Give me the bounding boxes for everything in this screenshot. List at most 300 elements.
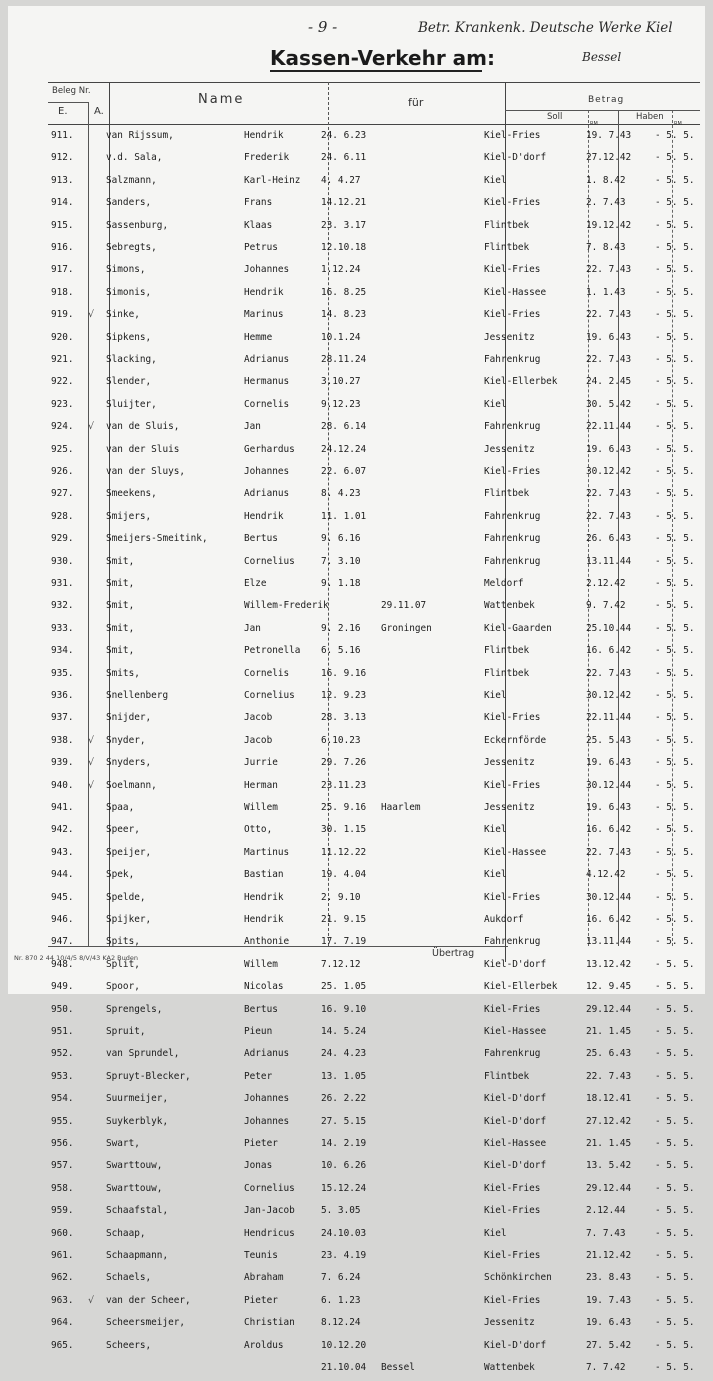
row-soll-amount: 19. 6.43 bbox=[586, 443, 632, 455]
row-entry-number: 954. bbox=[51, 1093, 74, 1105]
row-first-name: Frederik bbox=[244, 152, 290, 164]
ledger-row bbox=[8, 508, 705, 530]
row-place-of-birth: Bessel bbox=[381, 1362, 415, 1373]
row-first-name: Hendrik bbox=[244, 286, 284, 298]
row-first-name: Hemme bbox=[244, 331, 273, 343]
row-location: Meldorf bbox=[484, 578, 524, 589]
row-haben-amount: - 5. 5. bbox=[655, 331, 695, 343]
row-haben-amount: - 5. 5. bbox=[655, 1048, 695, 1060]
row-location: Jessenitz bbox=[484, 443, 535, 455]
ledger-row bbox=[8, 441, 705, 463]
row-haben-amount: - 5. 5. bbox=[655, 264, 695, 276]
ledger-row bbox=[8, 172, 705, 194]
row-haben-amount: - 5. 5. bbox=[655, 1339, 695, 1351]
row-place-of-birth: Haarlem bbox=[381, 802, 421, 813]
row-soll-amount: 24. 2.45 bbox=[586, 376, 632, 388]
ledger-row bbox=[8, 1157, 705, 1179]
row-first-name: Hermanus bbox=[244, 376, 290, 388]
row-location: Kiel-Hassee bbox=[484, 1138, 547, 1149]
row-soll-amount: 2. 7.43 bbox=[586, 197, 626, 209]
row-location: Flintbek bbox=[484, 667, 530, 679]
row-birth-date: 24.12.24 bbox=[321, 443, 367, 455]
row-soll-amount: 16. 6.42 bbox=[586, 645, 632, 657]
row-birth-date: 28.11.24 bbox=[321, 354, 367, 365]
row-soll-amount: 30.12.42 bbox=[586, 466, 632, 477]
row-first-name: Cornelis bbox=[244, 667, 290, 679]
row-first-name: Johannes bbox=[244, 264, 290, 276]
row-entry-number: 960. bbox=[51, 1227, 74, 1239]
row-haben-amount: - 5. 5. bbox=[655, 1093, 695, 1105]
row-entry-number: 933. bbox=[51, 622, 74, 634]
row-soll-amount: 25.10.44 bbox=[586, 622, 632, 634]
row-last-name: Sassenburg, bbox=[106, 219, 169, 231]
beleg-rule bbox=[48, 102, 88, 103]
row-check-mark: √ bbox=[88, 1294, 94, 1306]
ledger-row bbox=[8, 1337, 705, 1359]
row-soll-amount: 19.12.42 bbox=[586, 219, 632, 231]
row-haben-amount: - 5. 5. bbox=[655, 1294, 695, 1306]
row-entry-number: 931. bbox=[51, 578, 74, 589]
col-rm-2: RM bbox=[674, 121, 682, 127]
row-soll-amount: 29.12.44 bbox=[586, 1003, 632, 1015]
row-soll-amount: 13.11.44 bbox=[586, 555, 632, 567]
row-last-name: Sinke, bbox=[106, 309, 140, 321]
row-location: Fahrenkrug bbox=[484, 936, 541, 948]
row-first-name: Gerhardus bbox=[244, 443, 295, 455]
col-soll: Soll bbox=[547, 112, 563, 122]
row-entry-number: 950. bbox=[51, 1003, 74, 1015]
row-last-name: Schaap, bbox=[106, 1227, 146, 1239]
row-location: Kiel-Hassee bbox=[484, 846, 547, 858]
row-first-name: Abraham bbox=[244, 1272, 284, 1284]
row-last-name: van der Sluys, bbox=[106, 466, 186, 477]
row-last-name: Sanders, bbox=[106, 197, 152, 209]
row-birth-date: 16. 9.10 bbox=[321, 1003, 367, 1015]
row-haben-amount: - 5. 5. bbox=[655, 1070, 695, 1082]
row-last-name: Smit, bbox=[106, 645, 135, 657]
row-entry-number: 918. bbox=[51, 286, 74, 298]
row-entry-number: 916. bbox=[51, 242, 74, 253]
row-entry-number: 962. bbox=[51, 1272, 74, 1284]
row-entry-number: 928. bbox=[51, 510, 74, 522]
row-location: Kiel bbox=[484, 1227, 507, 1239]
row-entry-number: 938. bbox=[51, 734, 74, 746]
row-birth-date: 11. 1.01 bbox=[321, 510, 367, 522]
row-entry-number: 940. bbox=[51, 779, 74, 791]
row-first-name: Johannes bbox=[244, 1093, 290, 1105]
ledger-row bbox=[8, 642, 705, 664]
row-check-mark: √ bbox=[88, 779, 94, 791]
row-last-name: Spruyt-Blecker, bbox=[106, 1070, 191, 1082]
row-first-name: Willem bbox=[244, 958, 278, 970]
row-last-name: Scheersmeijer, bbox=[106, 1317, 186, 1329]
row-last-name: Snyder, bbox=[106, 734, 146, 746]
row-birth-date: 9. 2.16 bbox=[321, 622, 361, 634]
row-haben-amount: - 5. 5. bbox=[655, 1138, 695, 1149]
row-first-name: Peter bbox=[244, 1070, 273, 1082]
row-entry-number: 932. bbox=[51, 600, 74, 612]
row-haben-amount: - 5. 5. bbox=[655, 802, 695, 813]
row-birth-date: 12. 9.23 bbox=[321, 690, 367, 701]
row-first-name: Johannes bbox=[244, 466, 290, 477]
row-entry-number: 914. bbox=[51, 197, 74, 209]
row-location: Kiel-Fries bbox=[484, 1182, 541, 1194]
row-soll-amount: 21. 1.45 bbox=[586, 1138, 632, 1149]
row-location: Kiel-Fries bbox=[484, 264, 541, 276]
row-last-name: Schaafstal, bbox=[106, 1205, 169, 1217]
row-birth-date: 7.12.12 bbox=[321, 958, 361, 970]
row-soll-amount: 30.12.44 bbox=[586, 891, 632, 903]
row-first-name: Cornelis bbox=[244, 398, 290, 410]
row-location: Kiel-Ellerbek bbox=[484, 376, 558, 388]
row-location: Fahrenkrug bbox=[484, 1048, 541, 1060]
ledger-row bbox=[8, 127, 705, 149]
row-birth-date: 21.10.04 bbox=[321, 1362, 367, 1373]
row-last-name: Spruit, bbox=[106, 1026, 146, 1037]
row-location: Aukdorf bbox=[484, 914, 524, 925]
row-haben-amount: - 5. 5. bbox=[655, 443, 695, 455]
row-entry-number: 964. bbox=[51, 1317, 74, 1329]
row-location: Jessenitz bbox=[484, 1317, 535, 1329]
row-haben-amount: - 5. 5. bbox=[655, 354, 695, 365]
ledger-row bbox=[8, 1314, 705, 1336]
row-last-name: Smeekens, bbox=[106, 488, 157, 500]
row-last-name: Spits, bbox=[106, 936, 140, 948]
row-first-name: Jan bbox=[244, 622, 261, 634]
row-entry-number: 923. bbox=[51, 398, 74, 410]
row-place-of-birth: 29.11.07 bbox=[381, 600, 427, 612]
row-haben-amount: - 5. 5. bbox=[655, 1362, 695, 1373]
row-entry-number: 955. bbox=[51, 1115, 74, 1127]
row-soll-amount: 2.12.44 bbox=[586, 1205, 626, 1217]
row-location: Flintbek bbox=[484, 645, 530, 657]
row-haben-amount: - 5. 5. bbox=[655, 1205, 695, 1217]
row-first-name: Hendrik bbox=[244, 510, 284, 522]
row-soll-amount: 22. 7.43 bbox=[586, 309, 632, 321]
row-entry-number: 912. bbox=[51, 152, 74, 164]
header-bottom-rule bbox=[48, 124, 700, 125]
row-haben-amount: - 5. 5. bbox=[655, 1317, 695, 1329]
row-soll-amount: 22. 7.43 bbox=[586, 1070, 632, 1082]
row-haben-amount: - 5. 5. bbox=[655, 779, 695, 791]
row-birth-date: 21. 9.15 bbox=[321, 914, 367, 925]
row-entry-number: 965. bbox=[51, 1339, 74, 1351]
row-birth-date: 14.12.21 bbox=[321, 197, 367, 209]
page-title: Kassen-Verkehr am: bbox=[270, 46, 495, 70]
row-soll-amount: 25. 6.43 bbox=[586, 1048, 632, 1060]
row-first-name: Christian bbox=[244, 1317, 295, 1329]
row-last-name: Suykerblyk, bbox=[106, 1115, 169, 1127]
row-haben-amount: - 5. 5. bbox=[655, 645, 695, 657]
row-last-name: Spelde, bbox=[106, 891, 146, 903]
row-haben-amount: - 5. 5. bbox=[655, 667, 695, 679]
title-underline bbox=[270, 70, 482, 72]
row-haben-amount: - 5. 5. bbox=[655, 846, 695, 858]
row-haben-amount: - 5. 5. bbox=[655, 578, 695, 589]
row-birth-date: 10.12.20 bbox=[321, 1339, 367, 1351]
row-haben-amount: - 5. 5. bbox=[655, 712, 695, 724]
row-entry-number: 935. bbox=[51, 667, 74, 679]
row-location: Flintbek bbox=[484, 488, 530, 500]
row-soll-amount: 19. 6.43 bbox=[586, 1317, 632, 1329]
row-last-name: Speijer, bbox=[106, 846, 152, 858]
row-soll-amount: 29.12.44 bbox=[586, 1182, 632, 1194]
ledger-row bbox=[8, 1225, 705, 1247]
ledger-row bbox=[8, 866, 705, 888]
row-last-name: Scheers, bbox=[106, 1339, 152, 1351]
ledger-row bbox=[8, 620, 705, 642]
row-location: Kiel-D'dorf bbox=[484, 152, 547, 164]
row-last-name: Snellenberg bbox=[106, 690, 169, 701]
row-haben-amount: - 5. 5. bbox=[655, 510, 695, 522]
row-location: Kiel-Hassee bbox=[484, 1026, 547, 1037]
row-soll-amount: 18.12.41 bbox=[586, 1093, 632, 1105]
row-location: Kiel-Fries bbox=[484, 309, 541, 321]
ledger-row bbox=[8, 978, 705, 1000]
row-location: Jessenitz bbox=[484, 331, 535, 343]
row-haben-amount: - 5. 5. bbox=[655, 936, 695, 948]
row-soll-amount: 23. 8.43 bbox=[586, 1272, 632, 1284]
row-first-name: Otto, bbox=[244, 824, 273, 836]
row-birth-date: 6.10.23 bbox=[321, 734, 361, 746]
row-first-name: Pieun bbox=[244, 1026, 273, 1037]
row-soll-amount: 13.12.42 bbox=[586, 958, 632, 970]
row-birth-date: 15.12.24 bbox=[321, 1182, 367, 1194]
row-birth-date: 28. 6.14 bbox=[321, 421, 367, 433]
row-last-name: Smit, bbox=[106, 578, 135, 589]
row-birth-date: 19. 4.04 bbox=[321, 869, 367, 881]
ledger-row bbox=[8, 329, 705, 351]
row-place-of-birth: Groningen bbox=[381, 622, 432, 634]
row-soll-amount: 30. 5.42 bbox=[586, 398, 632, 410]
row-first-name: Bastian bbox=[244, 869, 284, 881]
handwritten-note: Betr. Krankenk. Deutsche Werke Kiel bbox=[418, 20, 673, 36]
row-first-name: Willem-Frederik bbox=[244, 600, 329, 612]
row-last-name: van der Scheer, bbox=[106, 1294, 191, 1306]
ledger-row bbox=[8, 1359, 705, 1381]
row-location: Kiel-D'dorf bbox=[484, 958, 547, 970]
row-first-name: Marinus bbox=[244, 309, 284, 321]
row-soll-amount: 30.12.42 bbox=[586, 690, 632, 701]
row-first-name: Hendrik bbox=[244, 891, 284, 903]
row-last-name: Soelmann, bbox=[106, 779, 157, 791]
row-soll-amount: 25. 5.43 bbox=[586, 734, 632, 746]
row-entry-number: 917. bbox=[51, 264, 74, 276]
row-entry-number: 961. bbox=[51, 1250, 74, 1261]
row-haben-amount: - 5. 5. bbox=[655, 600, 695, 612]
row-birth-date: 9. 1.18 bbox=[321, 578, 361, 589]
row-location: Kiel-Hassee bbox=[484, 286, 547, 298]
ledger-row bbox=[8, 1001, 705, 1023]
print-imprint: Nr. 870 2 44 10/4/5 8/V/43 KA2 Buden bbox=[14, 954, 138, 962]
row-haben-amount: - 5. 5. bbox=[655, 1115, 695, 1127]
row-haben-amount: - 5. 5. bbox=[655, 1227, 695, 1239]
row-birth-date: 10.1.24 bbox=[321, 331, 361, 343]
row-first-name: Jurrie bbox=[244, 757, 278, 769]
row-entry-number: 946. bbox=[51, 914, 74, 925]
row-entry-number: 921. bbox=[51, 354, 74, 365]
row-birth-date: 23. 3.17 bbox=[321, 219, 367, 231]
row-birth-date: 23. 4.19 bbox=[321, 1250, 367, 1261]
row-birth-date: 10. 6.26 bbox=[321, 1160, 367, 1172]
row-birth-date: 14. 8.23 bbox=[321, 309, 367, 321]
row-last-name: Spijker, bbox=[106, 914, 152, 925]
row-birth-date: 22. 6.07 bbox=[321, 466, 367, 477]
row-first-name: Jacob bbox=[244, 712, 273, 724]
row-haben-amount: - 5. 5. bbox=[655, 152, 695, 164]
row-first-name: Adrianus bbox=[244, 1048, 290, 1060]
row-check-mark: √ bbox=[88, 757, 94, 769]
row-first-name: Teunis bbox=[244, 1250, 278, 1261]
row-haben-amount: - 5. 5. bbox=[655, 309, 695, 321]
ledger-row bbox=[8, 373, 705, 395]
row-entry-number: 924. bbox=[51, 421, 74, 433]
row-birth-date: 25. 9.16 bbox=[321, 802, 367, 813]
ledger-row bbox=[8, 284, 705, 306]
row-birth-date: 6. 1.23 bbox=[321, 1294, 361, 1306]
row-birth-date: 24. 6.11 bbox=[321, 152, 367, 164]
row-haben-amount: - 5. 5. bbox=[655, 690, 695, 701]
row-location: Kiel bbox=[484, 174, 507, 186]
row-entry-number: 958. bbox=[51, 1182, 74, 1194]
row-soll-amount: 21. 1.45 bbox=[586, 1026, 632, 1037]
row-location: Kiel-D'dorf bbox=[484, 1160, 547, 1172]
ledger-row bbox=[8, 889, 705, 911]
row-haben-amount: - 5. 5. bbox=[655, 824, 695, 836]
row-last-name: Suurmeijer, bbox=[106, 1093, 169, 1105]
row-birth-date: 2. 9.10 bbox=[321, 891, 361, 903]
row-last-name: Split, bbox=[106, 958, 140, 970]
row-location: Kiel-D'dorf bbox=[484, 1115, 547, 1127]
ledger-row bbox=[8, 754, 705, 776]
row-soll-amount: 22. 7.43 bbox=[586, 510, 632, 522]
row-haben-amount: - 5. 5. bbox=[655, 174, 695, 186]
row-soll-amount: 12. 9.45 bbox=[586, 981, 632, 993]
row-birth-date: 11.12.22 bbox=[321, 846, 367, 858]
ledger-row bbox=[8, 844, 705, 866]
row-haben-amount: - 5. 5. bbox=[655, 914, 695, 925]
row-location: Kiel bbox=[484, 690, 507, 701]
row-entry-number: 953. bbox=[51, 1070, 74, 1082]
row-entry-number: 945. bbox=[51, 891, 74, 903]
row-last-name: Simons, bbox=[106, 264, 146, 276]
row-location: Kiel-Fries bbox=[484, 779, 541, 791]
row-haben-amount: - 5. 5. bbox=[655, 488, 695, 500]
row-entry-number: 947. bbox=[51, 936, 74, 948]
ledger-row bbox=[8, 911, 705, 933]
row-haben-amount: - 5. 5. bbox=[655, 1003, 695, 1015]
row-entry-number: 913. bbox=[51, 174, 74, 186]
ledger-row bbox=[8, 1292, 705, 1314]
row-soll-amount: 16. 6.42 bbox=[586, 914, 632, 925]
page-number: - 9 - bbox=[308, 18, 338, 36]
row-last-name: Snijder, bbox=[106, 712, 152, 724]
row-first-name: Karl-Heinz bbox=[244, 174, 301, 186]
row-last-name: Simonis, bbox=[106, 286, 152, 298]
row-location: Kiel bbox=[484, 398, 507, 410]
row-last-name: Sprengels, bbox=[106, 1003, 163, 1015]
row-first-name: Nicolas bbox=[244, 981, 284, 993]
row-location: Kiel bbox=[484, 824, 507, 836]
row-first-name: Jacob bbox=[244, 734, 273, 746]
row-haben-amount: - 5. 5. bbox=[655, 1182, 695, 1194]
ledger-row bbox=[8, 217, 705, 239]
row-location: Kiel-D'dorf bbox=[484, 1093, 547, 1105]
col-rm-1: RM bbox=[590, 121, 598, 127]
row-entry-number: 925. bbox=[51, 443, 74, 455]
row-first-name: Jan-Jacob bbox=[244, 1205, 295, 1217]
row-soll-amount: 22. 7.43 bbox=[586, 667, 632, 679]
row-check-mark: √ bbox=[88, 309, 94, 321]
row-first-name: Bertus bbox=[244, 1003, 278, 1015]
row-location: Fahrenkrug bbox=[484, 533, 541, 545]
row-haben-amount: - 5. 5. bbox=[655, 286, 695, 298]
ledger-row bbox=[8, 1113, 705, 1135]
row-last-name: Schaels, bbox=[106, 1272, 152, 1284]
ledger-row bbox=[8, 261, 705, 283]
row-entry-number: 957. bbox=[51, 1160, 74, 1172]
row-location: Jessenitz bbox=[484, 802, 535, 813]
row-location: Wattenbek bbox=[484, 1362, 535, 1373]
ledger-row bbox=[8, 351, 705, 373]
row-last-name: Spaa, bbox=[106, 802, 135, 813]
row-location: Jessenitz bbox=[484, 757, 535, 769]
row-birth-date: 24. 4.23 bbox=[321, 1048, 367, 1060]
ledger-row bbox=[8, 418, 705, 440]
col-beleg: Beleg Nr. bbox=[52, 86, 91, 96]
row-first-name: Johannes bbox=[244, 1115, 290, 1127]
ledger-row bbox=[8, 575, 705, 597]
row-haben-amount: - 5. 5. bbox=[655, 757, 695, 769]
row-location: Fahrenkrug bbox=[484, 354, 541, 365]
row-last-name: Smeijers-Smeitink, bbox=[106, 533, 208, 545]
row-location: Flintbek bbox=[484, 1070, 530, 1082]
row-haben-amount: - 5. 5. bbox=[655, 1272, 695, 1284]
row-first-name: Pieter bbox=[244, 1138, 278, 1149]
row-birth-date: 5. 3.05 bbox=[321, 1205, 361, 1217]
ledger-row bbox=[8, 1180, 705, 1202]
row-first-name: Jan bbox=[244, 421, 261, 433]
row-entry-number: 941. bbox=[51, 802, 74, 813]
row-entry-number: 929. bbox=[51, 533, 74, 545]
row-location: Kiel-Fries bbox=[484, 1003, 541, 1015]
ledger-row bbox=[8, 597, 705, 619]
row-birth-date: 1.12.24 bbox=[321, 264, 361, 276]
row-birth-date: 8.12.24 bbox=[321, 1317, 361, 1329]
row-soll-amount: 7. 7.43 bbox=[586, 1227, 626, 1239]
row-birth-date: 7. 6.24 bbox=[321, 1272, 361, 1284]
row-location: Kiel-Fries bbox=[484, 1205, 541, 1217]
ledger-row bbox=[8, 777, 705, 799]
row-soll-amount: 22. 7.43 bbox=[586, 264, 632, 276]
row-haben-amount: - 5. 5. bbox=[655, 734, 695, 746]
ledger-row bbox=[8, 709, 705, 731]
row-entry-number: 949. bbox=[51, 981, 74, 993]
row-haben-amount: - 5. 5. bbox=[655, 219, 695, 231]
row-entry-number: 942. bbox=[51, 824, 74, 836]
row-check-mark: √ bbox=[88, 734, 94, 746]
row-last-name: Sipkens, bbox=[106, 331, 152, 343]
row-birth-date: 29. 7.26 bbox=[321, 757, 367, 769]
uebertrag-label: Übertrag bbox=[432, 948, 475, 959]
ledger-row bbox=[8, 1247, 705, 1269]
ledger-row bbox=[8, 194, 705, 216]
row-location: Schönkirchen bbox=[484, 1272, 552, 1284]
ledger-row bbox=[8, 485, 705, 507]
row-location: Kiel-Fries bbox=[484, 466, 541, 477]
row-haben-amount: - 5. 5. bbox=[655, 376, 695, 388]
row-haben-amount: - 5. 5. bbox=[655, 958, 695, 970]
